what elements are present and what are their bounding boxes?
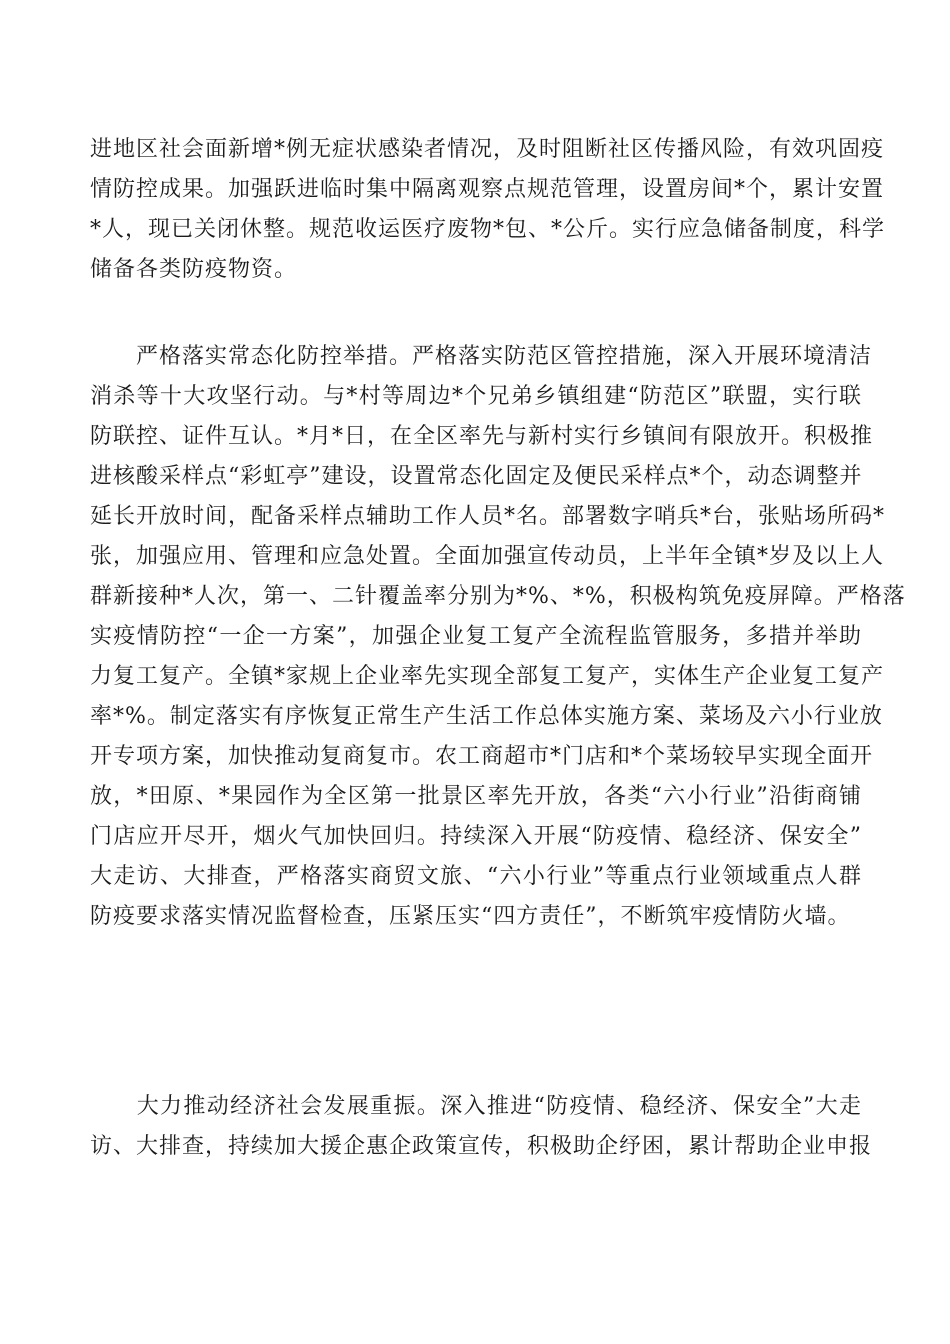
- paragraph-line: 防疫要求落实情况监督检查，压紧压实“四方责任”，不断筑牢疫情防火墙。: [90, 904, 851, 929]
- paragraph-line: 严格落实常态化防控举措。严格落实防范区管控措施，深入开展环境清洁: [90, 344, 873, 369]
- paragraph-1: [90, 130, 886, 290]
- paragraph-line: 消杀等十大攻坚行动。与*村等周边*个兄弟乡镇组建“防范区”联盟，实行联: [90, 384, 862, 409]
- paragraph-line: 率*%。制定落实有序恢复正常生产生活工作总体实施方案、菜场及六小行业放: [90, 704, 883, 729]
- paragraph-line: 开专项方案，加快推动复商复市。农工商超市*门店和*个菜场较早实现全面开: [90, 744, 874, 769]
- paragraph-line: 进核酸采样点“彩虹亭”建设，设置常态化固定及便民采样点*个，动态调整并: [90, 464, 863, 489]
- paragraph-2: [90, 337, 906, 937]
- paragraph-line: 大走访、大排查，严格落实商贸文旅、“六小行业”等重点行业领域重点人群: [90, 864, 862, 889]
- paragraph-line: 访、大排查，持续加大援企惠企政策宣传，积极助企纾困，累计帮助企业申报: [90, 1134, 873, 1159]
- paragraph-line: 张，加强应用、管理和应急处置。全面加强宣传动员，上半年全镇*岁及以上人: [90, 544, 885, 569]
- paragraph-line: 群新接种*人次，第一、二针覆盖率分别为*%、*%，积极构筑免疫屏障。严格落: [90, 584, 906, 609]
- paragraph-line: 大力推动经济社会发展重振。深入推进“防疫情、稳经济、保安全”大走: [90, 1094, 862, 1119]
- paragraph-line: 实疫情防控“一企一方案”，加强企业复工复产全流程监管服务，多措并举助: [90, 624, 862, 649]
- paragraph-line: 情防控成果。加强跃进临时集中隔离观察点规范管理，设置房间*个，累计安置: [90, 177, 885, 202]
- paragraph-line: *人，现已关闭休整。规范收运医疗废物*包、*公斤。实行应急储备制度，科学: [90, 217, 886, 242]
- paragraph-line: 进地区社会面新增*例无症状感染者情况，及时阻断社区传播风险，有效巩固疫: [90, 137, 885, 162]
- paragraph-line: 防联控、证件互认。*月*日，在全区率先与新村实行乡镇间有限放开。积极推: [90, 424, 874, 449]
- paragraph-line: 力复工复产。全镇*家规上企业率先实现全部复工复产，实体生产企业复工复产: [90, 664, 885, 689]
- paragraph-3: [90, 1087, 873, 1167]
- paragraph-line: 门店应开尽开，烟火气加快回归。持续深入开展“防疫情、稳经济、保安全”: [90, 824, 862, 849]
- paragraph-line: 储备各类防疫物资。: [90, 257, 298, 282]
- paragraph-line: 放，*田原、*果园作为全区第一批景区率先开放，各类“六小行业”沿街商铺: [90, 784, 862, 809]
- paragraph-line: 延长开放时间，配备采样点辅助工作人员*名。部署数字哨兵*台，张贴场所码*: [90, 504, 886, 529]
